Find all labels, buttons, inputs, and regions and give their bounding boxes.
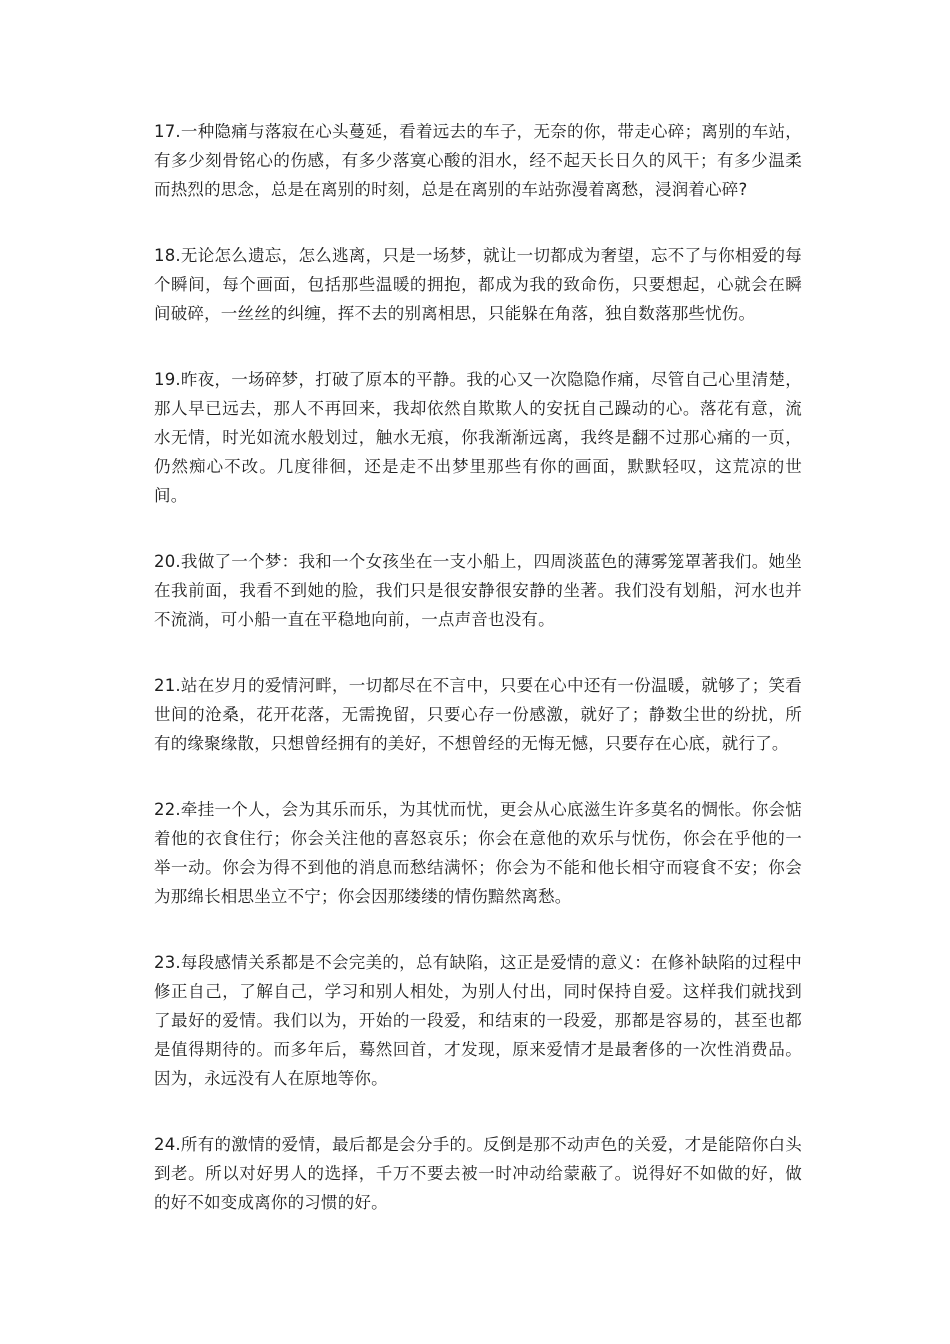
- paragraph-24: 24.所有的激情的爱情，最后都是会分手的。反倒是那不动声色的关爱，才是能陪你白头到老。所以对好男人的选择，千万不要去被一时冲动给蒙蔽了。说得好不如做的好，做的好不如变成离你的习惯的好。: [154, 1135, 802, 1212]
- paragraph-17: 17.一种隐痛与落寂在心头蔓延，看着远去的车子，无奈的你，带走心碎；离别的车站，有多少刻骨铭心的伤感，有多少落寞心酸的泪水，经不起天长日久的风干；有多少温柔而热烈的思念，总是在离别的时刻，总是在离别的车站弥漫着离愁，浸润着心碎?: [154, 122, 802, 199]
- paragraph-22: 22.牵挂一个人，会为其乐而乐，为其忧而忧，更会从心底滋生许多莫名的惆怅。你会惦着他的衣食住行；你会关注他的喜怒哀乐；你会在意他的欢乐与忧伤，你会在乎他的一举一动。你会为得不到他的消息而愁结满怀；你会为不能和他长相守而寝食不安；你会为那绵长相思坐立不宁；你会因那缕缕的情伤黯然离愁。: [154, 800, 802, 906]
- paragraph-21: 21.站在岁月的爱情河畔，一切都尽在不言中，只要在心中还有一份温暖，就够了；笑看世间的沧桑，花开花落，无需挽留，只要心存一份感激，就好了；静数尘世的纷扰，所有的缘聚缘散，只想曾经拥有的美好，不想曾经的无悔无憾，只要存在心底，就行了。: [154, 676, 802, 753]
- paragraph-23: 23.每段感情关系都是不会完美的，总有缺陷，这正是爱情的意义：在修补缺陷的过程中修正自己，了解自己，学习和别人相处，为别人付出，同时保持自爱。这样我们就找到了最好的爱情。我们以为，开始的一段爱，和结束的一段爱，那都是容易的，甚至也都是值得期待的。而多年后，蓦然回首，才发现，原来爱情才是最奢侈的一次性消费品。因为，永远没有人在原地等你。: [154, 953, 802, 1088]
- paragraph-18: 18.无论怎么遗忘，怎么逃离，只是一场梦，就让一切都成为奢望，忘不了与你相爱的每个瞬间，每个画面，包括那些温暖的拥抱，都成为我的致命伤，只要想起，心就会在瞬间破碎，一丝丝的纠缠，挥不去的别离相思，只能躲在角落，独自数落那些忧伤。: [154, 246, 802, 323]
- paragraph-19: 19.昨夜，一场碎梦，打破了原本的平静。我的心又一次隐隐作痛，尽管自己心里清楚，那人早已远去，那人不再回来，我却依然自欺欺人的安抚自己躁动的心。落花有意，流水无情，时光如流水般划过，触水无痕，你我渐渐远离，我终是翻不过那心痛的一页，仍然痴心不改。几度徘徊，还是走不出梦里那些有你的画面，默默轻叹，这荒凉的世间。: [154, 370, 802, 505]
- paragraph-20: 20.我做了一个梦：我和一个女孩坐在一支小船上，四周淡蓝色的薄雾笼罩著我们。她坐在我前面，我看不到她的脸，我们只是很安静很安静的坐著。我们没有划船，河水也并不流淌，可小船一直在平稳地向前，一点声音也没有。: [154, 552, 802, 629]
- document-body: [154, 117, 802, 1254]
